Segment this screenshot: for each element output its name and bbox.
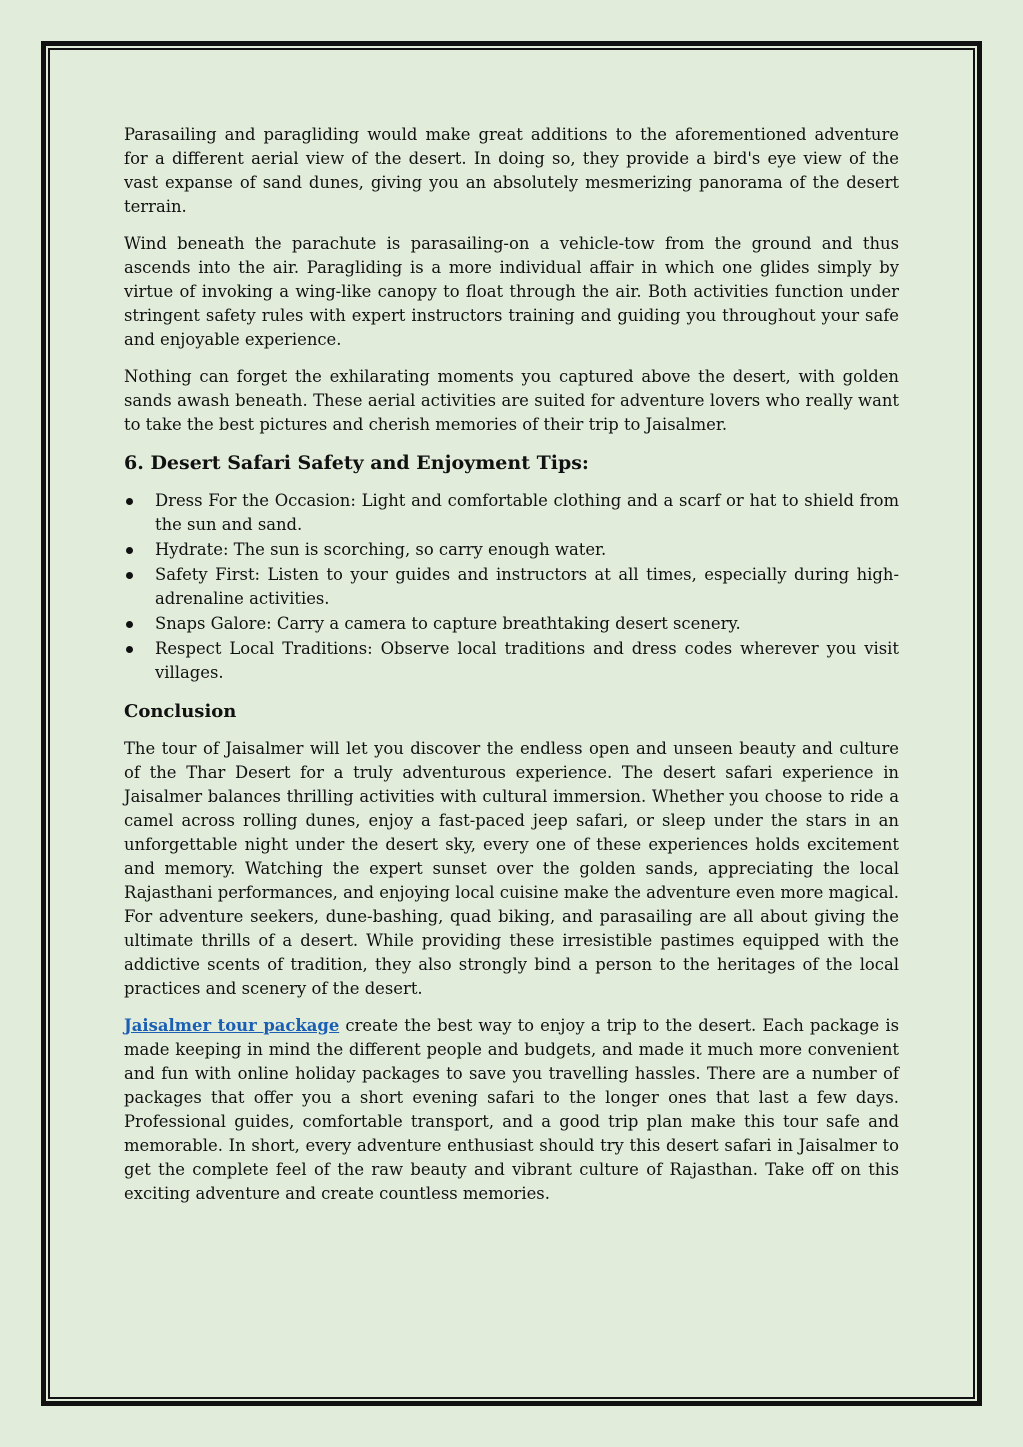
list-item xyxy=(124,637,899,685)
tip-text: Respect Local Traditions: Observe local traditions and dress codes wherever you visit villages. xyxy=(155,639,899,682)
tip-text: Dress For the Occasion: Light and comfortable clothing and a scarf or hat to shield from the sun and sand. xyxy=(155,491,899,534)
list-item xyxy=(124,612,899,636)
bullet-icon xyxy=(126,621,133,628)
list-item xyxy=(124,489,899,537)
tip-text: Hydrate: The sun is scorching, so carry enough water. xyxy=(155,540,607,559)
bullet-icon xyxy=(126,498,133,505)
paragraph-tour-package xyxy=(124,1014,899,1206)
jaisalmer-tour-package-link[interactable]: Jaisalmer tour package xyxy=(124,1016,340,1035)
list-item xyxy=(124,563,899,611)
tip-text: Safety First: Listen to your guides and instructors at all times, especially during high-adrenaline activities. xyxy=(155,565,899,608)
list-item xyxy=(124,538,899,562)
paragraph-aerial-memories: Nothing can forget the exhilarating moments you captured above the desert, with golden sands awash beneath. These aerial activities are suited for adventure lovers who really want to take the best pictures and cherish memories of their trip to Jaisalmer. xyxy=(124,367,899,434)
tips-heading: 6. Desert Safari Safety and Enjoyment Tips: xyxy=(124,452,589,474)
tip-text: Snaps Galore: Carry a camera to capture breathtaking desert scenery. xyxy=(155,614,741,633)
tips-list xyxy=(124,489,899,685)
paragraph-parasailing-details: Wind beneath the parachute is parasailing-on a vehicle-tow from the ground and thus ascends into the air. Paragliding is a more individual affair in which one glides simply by virtue of invoking a wing-like canopy to float through the air. Both activities function under stringent safety rules with expert instructors training and guiding you throughout your safe and enjoyable experience. xyxy=(124,234,899,349)
paragraph-parasailing-intro: Parasailing and paragliding would make great additions to the aforementioned adventure for a different aerial view of the desert. In doing so, they provide a bird's eye view of the vast expanse of sand dunes, giving you an absolutely mesmerizing panorama of the desert terrain. xyxy=(124,125,899,216)
bullet-icon xyxy=(126,547,133,554)
conclusion-heading: Conclusion xyxy=(124,701,237,722)
tour-package-text: create the best way to enjoy a trip to the desert. Each package is made keeping in mind the different people and budgets, and made it much more convenient and fun with online holiday packages to save you travelling hassles. There are a number of packages that offer you a short evening safari to the longer ones that last a few days. Professional guides, comfortable transport, and a good trip plan make this tour safe and memorable. In short, every adventure enthusiast should try this desert safari in Jaisalmer to get the complete feel of the raw beauty and vibrant culture of Rajasthan. Take off on this exciting adventure and create countless memories. xyxy=(124,1016,899,1203)
paragraph-conclusion: The tour of Jaisalmer will let you discover the endless open and unseen beauty and culture of the Thar Desert for a truly adventurous experience. The desert safari experience in Jaisalmer balances thrilling activities with cultural immersion. Whether you choose to ride a camel across rolling dunes, enjoy a fast-paced jeep safari, or sleep under the stars in an unforgettable night under the desert sky, every one of these experiences holds excitement and memory. Watching the expert sunset over the golden sands, appreciating the local Rajasthani performances, and enjoying local cuisine make the adventure even more magical. For adventure seekers, dune-bashing, quad biking, and parasailing are all about giving the ultimate thrills of a desert. While providing these irresistible pastimes equipped with the addictive scents of tradition, they also strongly bind a person to the heritages of the local practices and scenery of the desert. xyxy=(124,739,899,998)
document-body xyxy=(124,123,899,1219)
bullet-icon xyxy=(126,646,133,653)
bullet-icon xyxy=(126,572,133,579)
